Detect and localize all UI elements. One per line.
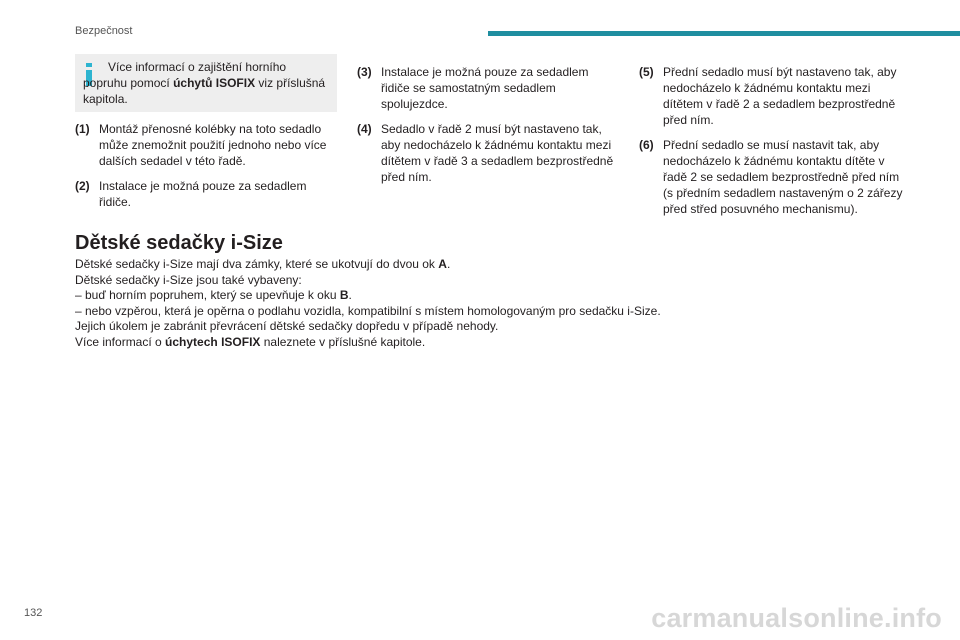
note-text: Přední sedadlo musí být nastaveno tak, aby nedocházelo k žádnému kontaktu mezi dítětem v řadě 2 a sedadlem bezprostředně před ním.	[663, 65, 897, 127]
body-line	[75, 335, 935, 351]
section-body	[75, 257, 935, 350]
body-line: Dětské sedačky i-Size jsou také vybaveny:	[75, 272, 302, 287]
isofix-reference: úchytech ISOFIX	[165, 334, 261, 349]
note-text: Sedadlo v řadě 2 musí být nastaveno tak, aby nedocházelo k žádnému kontaktu mezi dítětem v řadě 3 a sedadlem bezprostředně před ním.	[381, 122, 614, 184]
note-number: (3)	[357, 65, 372, 79]
note-text: Instalace je možná pouze za sedadlem řidiče.	[99, 179, 307, 209]
info-text-part: Více informací o zajištění horního popruhu pomocí	[83, 60, 287, 90]
note-number: (6)	[639, 138, 654, 152]
body-line	[75, 257, 935, 273]
watermark: carmanualsonline.info	[651, 603, 942, 633]
ring-a-label: A	[438, 257, 447, 271]
body-line	[75, 288, 935, 304]
note-item	[75, 178, 337, 210]
note-text: Přední sedadlo se musí nastavit tak, aby nedocházelo k žádnému kontaktu dítěte v řadě 2 se sedadlem bezprostředně před ním (s předním sedadlem nastaveným o 2 zářezy před střed posuvného mechanismu).	[663, 138, 903, 216]
note-number: (4)	[357, 122, 372, 136]
text-run: .	[446, 257, 451, 271]
text-run: naleznete v příslušné kapitole.	[260, 334, 426, 349]
note-number: (2)	[75, 179, 90, 193]
info-box	[75, 54, 337, 112]
note-text: Instalace je možná pouze za sedadlem řidiče se samostatným sedadlem spolujezdce.	[381, 65, 589, 111]
text-run: – buď horním popruhem, který se upevňuje k oku	[75, 288, 340, 302]
info-text	[83, 59, 331, 107]
note-text: Montáž přenosné kolébky na toto sedadlo může znemožnit použití jednoho nebo více dalších sedadel v této řadě.	[99, 122, 327, 168]
ring-b-label: B	[339, 288, 349, 302]
note-item	[639, 137, 909, 217]
text-run: Dětské sedačky i-Size mají dva zámky, které se ukotvují do dvou ok	[75, 257, 439, 271]
isofix-reference: úchytů ISOFIX	[173, 76, 256, 90]
header-accent-bar	[488, 31, 960, 36]
note-item	[357, 64, 619, 112]
note-item	[357, 121, 619, 185]
section-title: Dětské sedačky i-Size	[75, 232, 283, 254]
note-item	[75, 121, 337, 169]
body-line: Jejich úkolem je zabránit převrácení dětské sedačky dopředu v případě nehody.	[75, 319, 499, 333]
text-run: .	[348, 288, 352, 302]
body-line: – nebo vzpěrou, která je opěrna o podlahu vozidla, kompatibilní s místem homologovaným pro sedačku i-Size.	[75, 303, 661, 318]
note-item	[639, 64, 909, 128]
text-run: Více informací o	[75, 334, 166, 349]
note-number: (5)	[639, 65, 654, 79]
info-text-part: viz příslušná kapitola.	[83, 76, 326, 106]
section-header: Bezpečnost	[75, 25, 133, 37]
page-number: 132	[24, 607, 43, 619]
note-number: (1)	[75, 122, 90, 136]
